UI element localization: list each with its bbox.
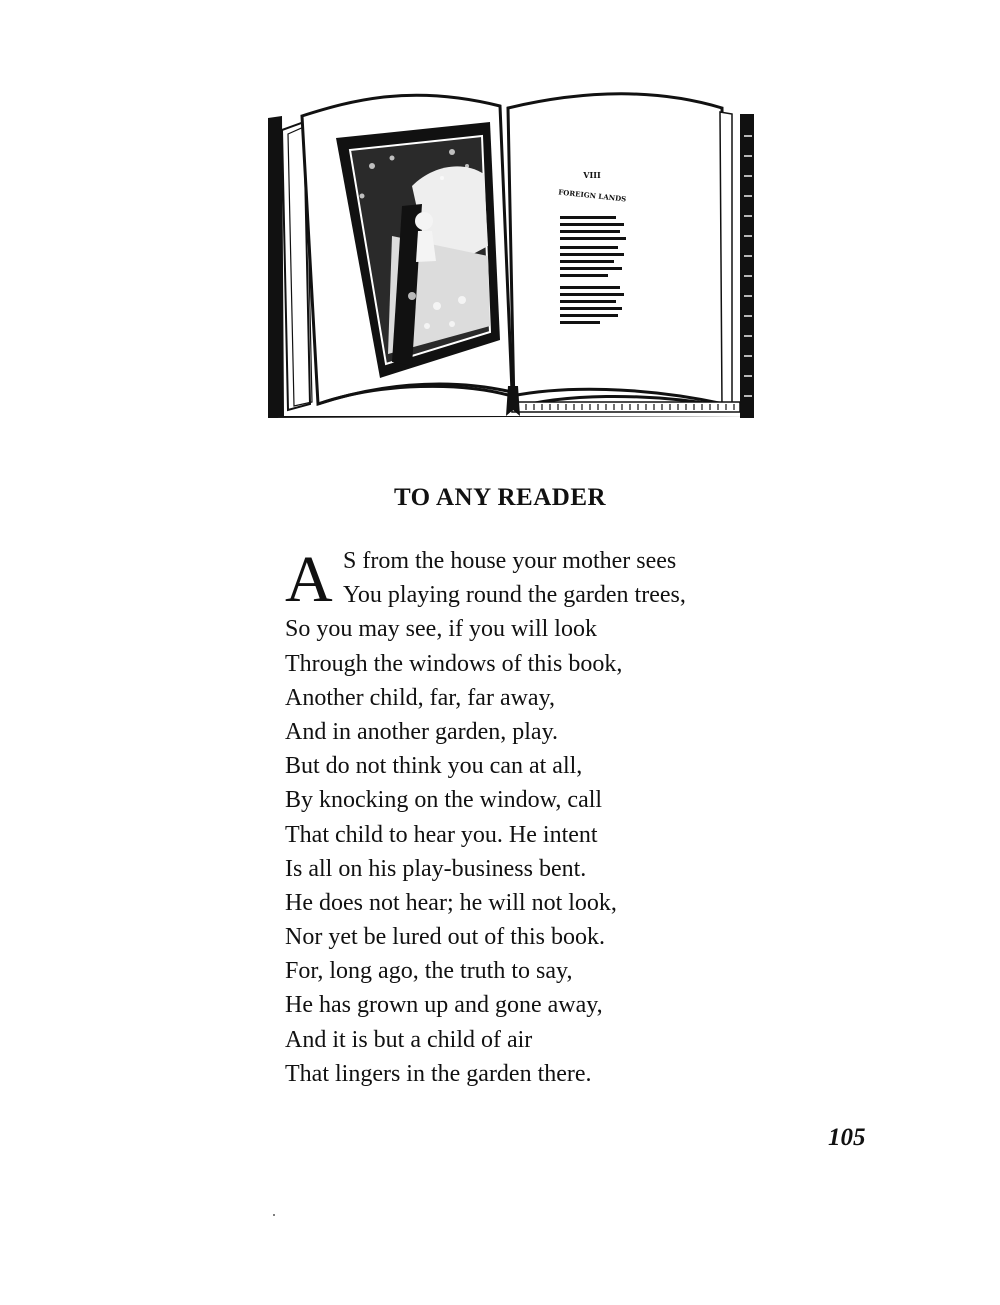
page-number: 105 xyxy=(828,1124,866,1151)
poem-line: For, long ago, the truth to say, xyxy=(285,958,573,985)
poem-line: But do not think you can at all, xyxy=(285,753,583,780)
poem-line: That lingers in the garden there. xyxy=(285,1060,592,1087)
right-page xyxy=(508,94,724,408)
poem-line: Nor yet be lured out of this book. xyxy=(285,924,605,951)
poem-line: Through the windows of this book, xyxy=(285,650,623,677)
drop-cap: A xyxy=(285,543,333,616)
poem-line: S from the house your mother sees xyxy=(343,548,677,574)
poem-title: TO ANY READER xyxy=(393,484,607,511)
poem-line: Is all on his play-business bent. xyxy=(285,855,587,882)
poem-line: That child to hear you. He intent xyxy=(285,821,598,848)
poem-body xyxy=(285,544,785,1091)
poem-line: He does not hear; he will not look, xyxy=(285,889,617,916)
book-page-heading: FOREIGN LANDS xyxy=(557,187,627,204)
poem-line: He has grown up and gone away, xyxy=(285,992,603,1019)
poem-line: Another child, far, far away, xyxy=(285,684,556,711)
poem-line: You playing round the garden trees, xyxy=(343,582,686,609)
book-spine-left xyxy=(268,118,278,418)
book-page-text-lines xyxy=(560,216,626,324)
poem-line: And in another garden, play. xyxy=(285,718,559,745)
open-book-illustration xyxy=(262,86,758,424)
book-spine-right xyxy=(740,114,754,418)
book-page-numeral: VIII xyxy=(583,170,601,180)
poem-line: By knocking on the window, call xyxy=(285,787,603,814)
paper-speck xyxy=(273,1214,275,1216)
poem-line: And it is but a child of air xyxy=(285,1026,533,1053)
poem-line: So you may see, if you will look xyxy=(285,616,597,643)
